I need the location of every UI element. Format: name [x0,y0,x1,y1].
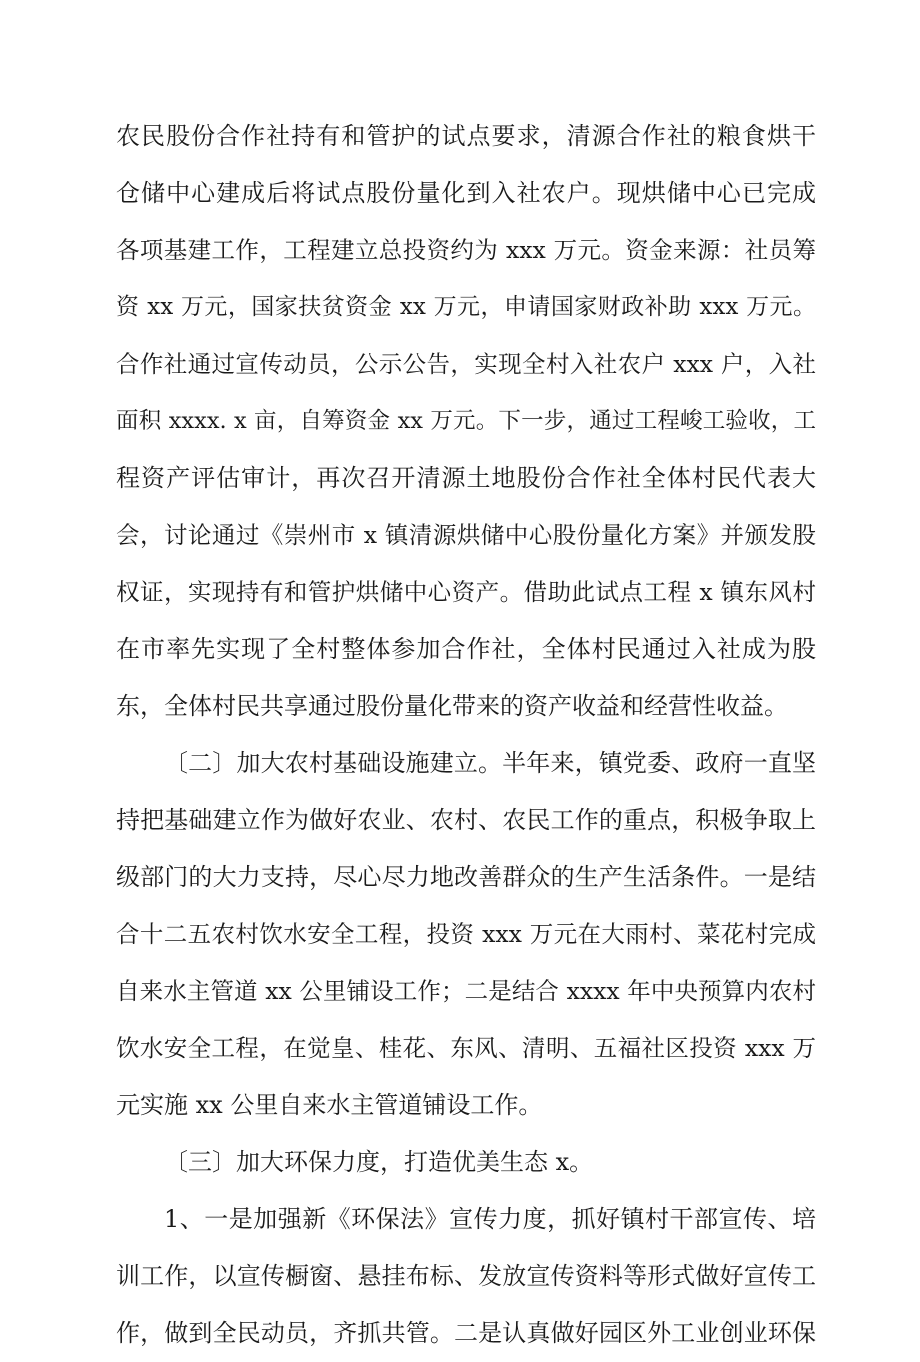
text-line: 资 xx 万元，国家扶贫资金 xx 万元，申请国家财政补助 xxx 万元。 [116,294,816,320]
text-line: 程资产评估审计，再次召开清源土地股份合作社全体村民代表大 [116,464,816,492]
text-line: 持把基础建立作为做好农业、农村、农民工作的重点，积极争取上 [116,806,816,834]
text-line: 在市率先实现了全村整体参加合作社，全体村民通过入社成为股 [116,635,816,663]
text-line: 农民股份合作社持有和管护的试点要求，清源合作社的粮食烘干 [116,122,816,150]
paragraph-3 [116,1134,816,1191]
text-line: 〔二〕加大农村基础设施建立。半年来，镇党委、政府一直坚 [164,749,816,777]
text-line: 会，讨论通过《崇州市 x 镇清源烘储中心股份量化方案》并颁发股 [116,521,816,549]
text-line: 作，做到全民动员，齐抓共管。二是认真做好园区外工业创业环保 [116,1319,816,1347]
paragraph-4 [116,1191,816,1362]
text-line: 东，全体村民共享通过股份量化带来的资产收益和经营性收益。 [116,692,788,720]
text-line: 级部门的大力支持，尽心尽力地改善群众的生产生活条件。一是结 [116,863,816,891]
paragraph-1 [116,108,816,735]
text-line: 〔三〕加大环保力度，打造优美生态 x。 [164,1148,594,1176]
text-line: 面积 xxxx. x 亩，自筹资金 xx 万元。下一步，通过工程峻工验收，工 [116,408,816,434]
paragraph-2 [116,735,816,1134]
text-line: 合作社通过宣传动员，公示公告，实现全村入社农户 xxx 户，入社 [116,350,816,378]
text-line: 合十二五农村饮水安全工程，投资 xxx 万元在大雨村、菜花村完成 [116,920,816,948]
text-line: 饮水安全工程，在觉皇、桂花、东风、清明、五福社区投资 xxx 万 [116,1034,816,1062]
text-line: 权证，实现持有和管护烘储中心资产。借助此试点工程 x 镇东风村 [116,578,816,606]
document-body [116,108,816,1362]
text-line: 1、一是加强新《环保法》宣传力度，抓好镇村干部宣传、培 [164,1205,816,1233]
text-line: 训工作，以宣传橱窗、悬挂布标、发放宣传资料等形式做好宣传工 [116,1262,816,1290]
text-line: 各项基建工作，工程建立总投资约为 xxx 万元。资金来源：社员筹 [116,236,816,264]
text-line: 自来水主管道 xx 公里铺设工作；二是结合 xxxx 年中央预算内农村 [116,977,816,1005]
text-line: 仓储中心建成后将试点股份量化到入社农户。现烘储中心已完成 [116,179,816,207]
text-line: 元实施 xx 公里自来水主管道铺设工作。 [116,1091,543,1119]
